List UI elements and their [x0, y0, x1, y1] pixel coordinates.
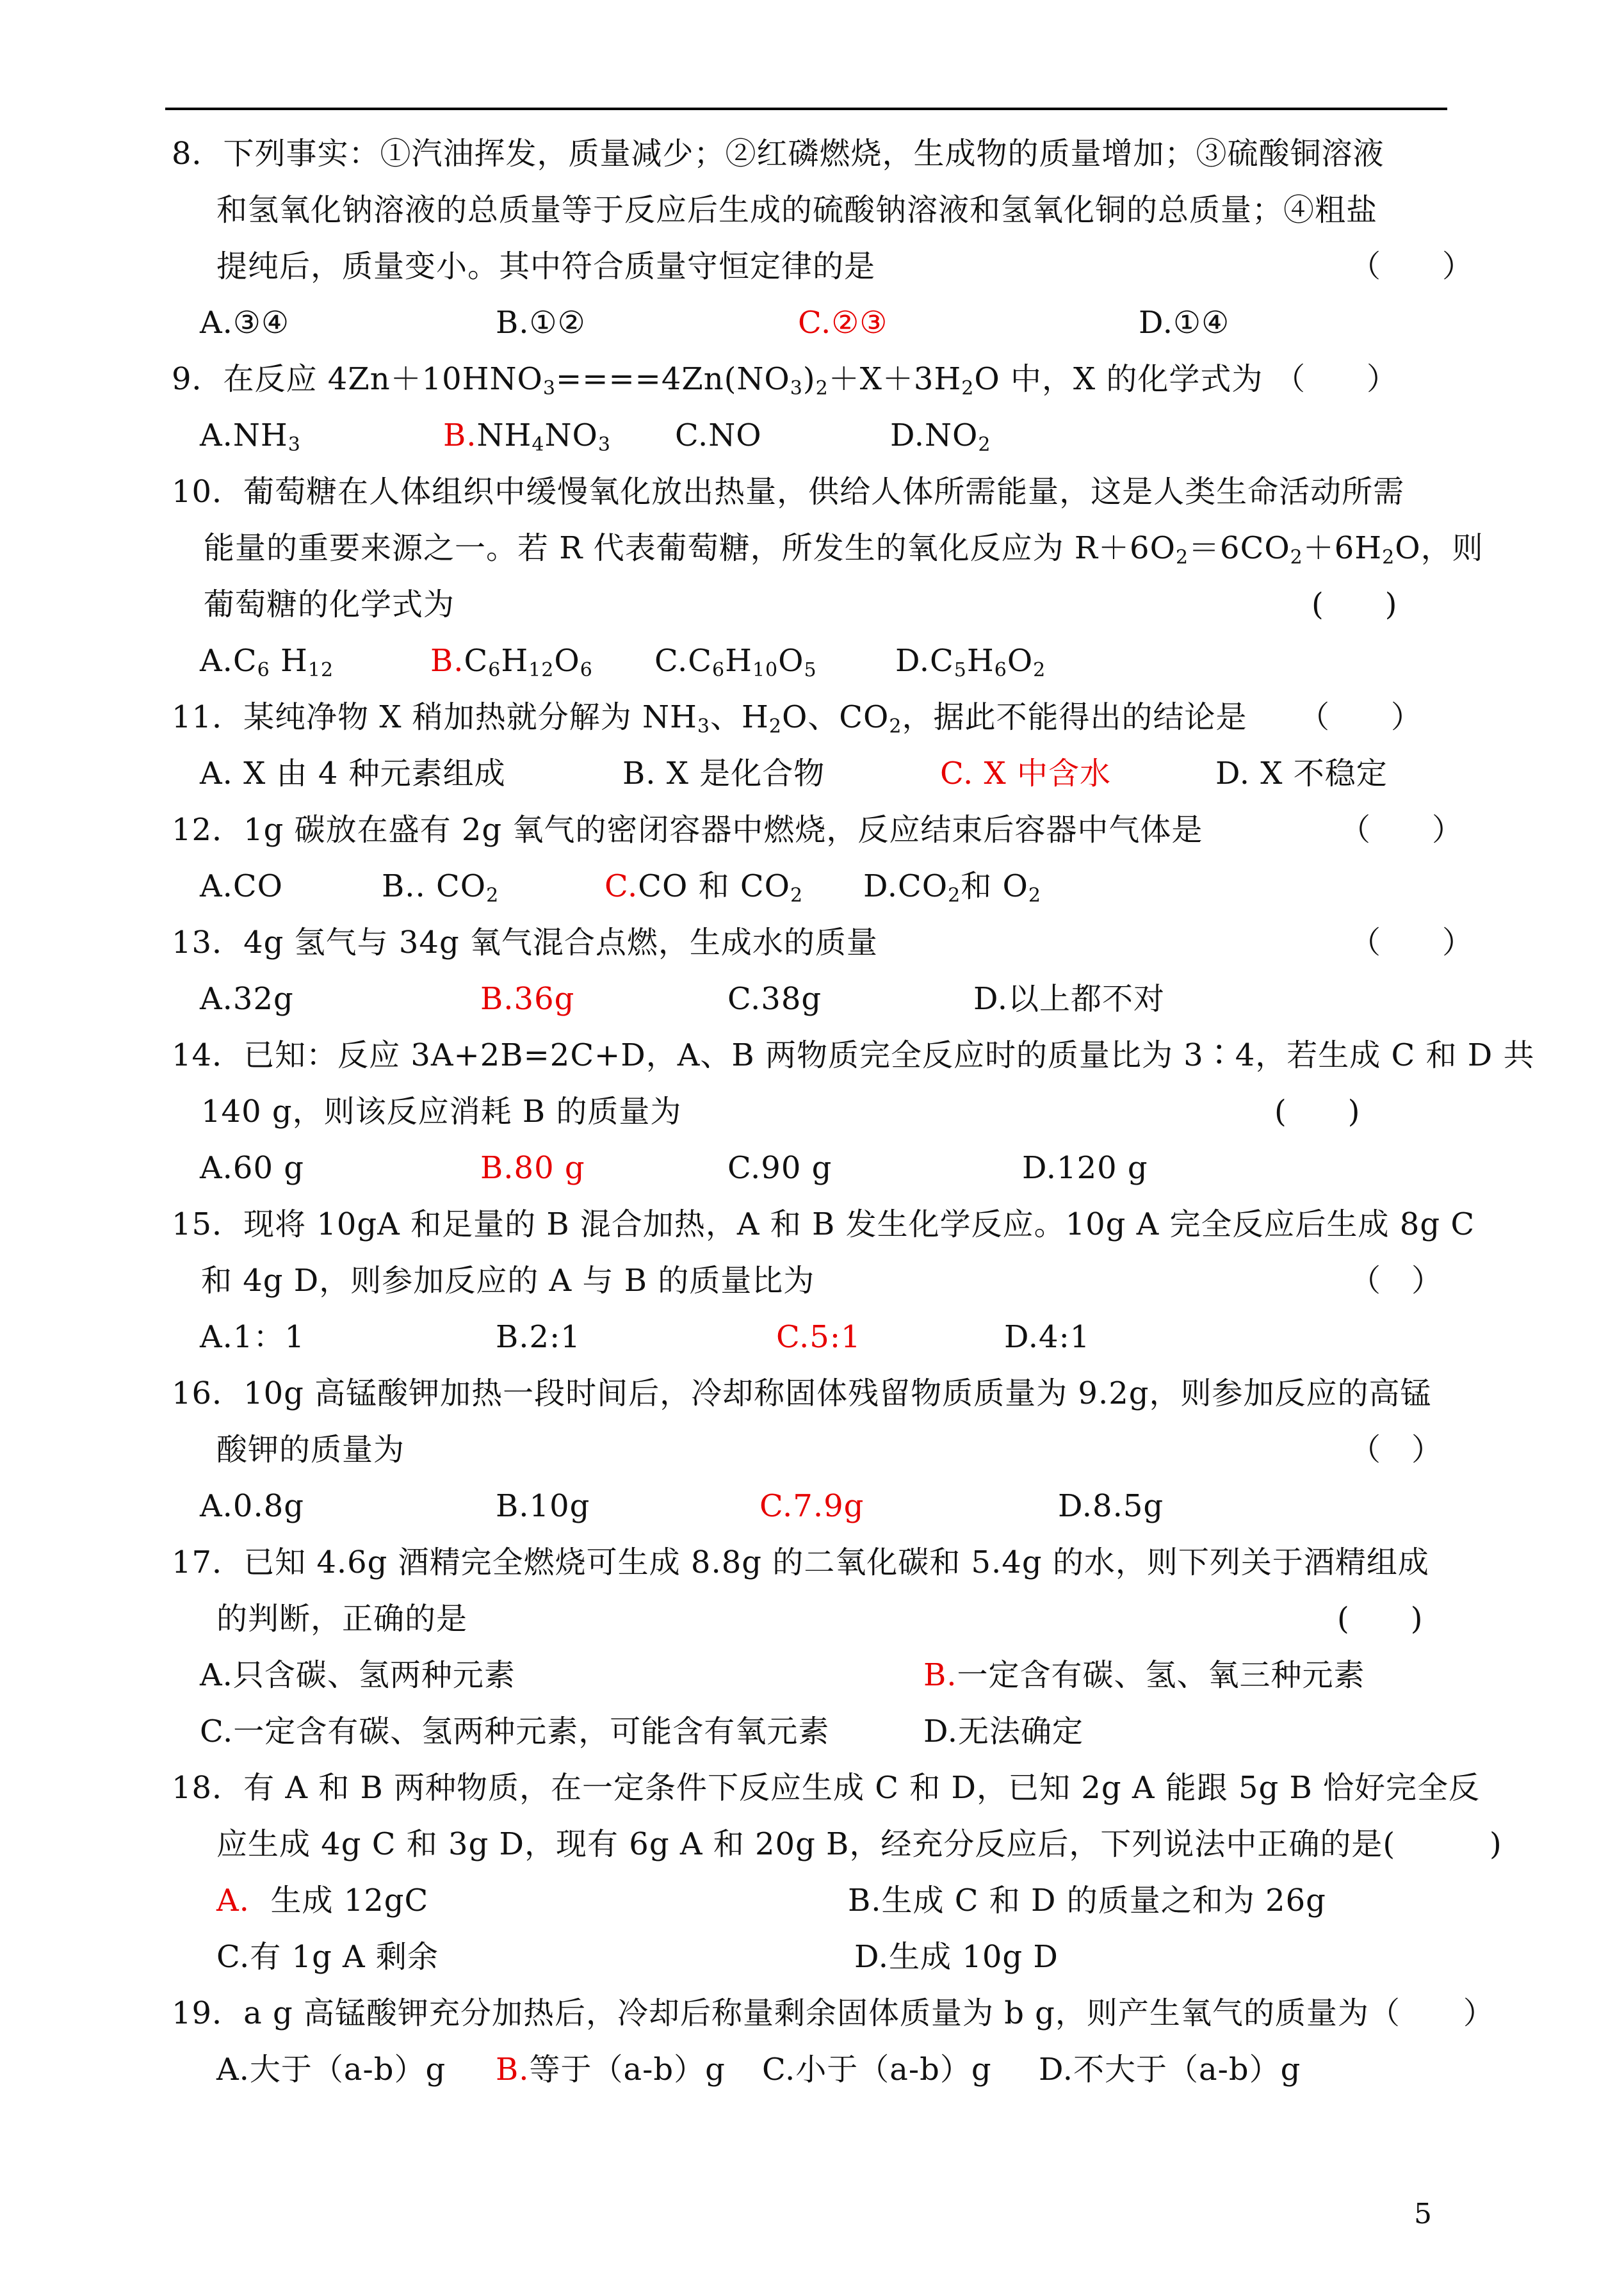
q11-options	[200, 754, 1388, 793]
q17-line-1: 17．已知 4.6g 酒精完全燃烧可生成 8.8g 的二氧化碳和 5.4g 的水，则下列关于酒精组成	[172, 1545, 1429, 1580]
q16-line-1: 16．10g 高锰酸钾加热一段时间后，冷却称固体残留物质质量为 9.2g，则参加反应的高锰	[172, 1375, 1432, 1411]
q11-answer-paren: （ ）	[1299, 699, 1422, 735]
q15-line-2: 和 4g D，则参加反应的 A 与 B 的质量比为	[201, 1263, 815, 1299]
q10-line-2: 能量的重要来源之一。若 R 代表葡萄糖，所发生的氧化反应为 $R+6O_2=6CO_2+6H_2O$，则	[204, 530, 1484, 569]
q11-option-b: B. X 是化合物	[622, 756, 825, 791]
q8-option-c: C.②③	[798, 305, 888, 341]
q14-line-2: 140 g，则该反应消耗 B 的质量为	[201, 1094, 682, 1130]
q12-option-d: $D.CO_2$和 $O_2$	[863, 868, 1041, 907]
q16-line-2: 酸钾的质量为	[216, 1432, 405, 1468]
q16-answer-paren: （ ）	[1350, 1432, 1443, 1468]
q14-option-c: C.90 g	[727, 1150, 832, 1186]
q13-option-b: B.36g	[480, 981, 575, 1017]
q11-option-a: A. X 由 4 种元素组成	[200, 756, 506, 791]
q12-option-b: B.. $CO_2$	[382, 868, 499, 907]
q13-option-a: A.32g	[200, 981, 294, 1017]
q10-answer-paren: ( )	[1311, 587, 1397, 622]
q12-stem: 12．1g 碳放在盛有 2g 氧气的密闭容器中燃烧，反应结束后容器中气体是	[172, 812, 1203, 848]
q10-option-a: $A.C_6$ $H_{12}$	[200, 643, 334, 681]
q15-option-c: C.5:1	[776, 1319, 861, 1355]
q13-option-c: C.38g	[727, 981, 822, 1017]
q18-option-a: A. 生成 12gC	[216, 1883, 429, 1918]
q14-answer-paren: ( )	[1274, 1094, 1360, 1130]
q17-answer-paren: ( )	[1337, 1601, 1423, 1637]
q18-option-d: D.生成 10g D	[854, 1939, 1059, 1975]
q11-option-c: C. X 中含水	[940, 756, 1111, 791]
q8-option-a: A.③④	[200, 305, 289, 341]
q16-option-b: B.10g	[496, 1488, 590, 1524]
q17-option-d: D.无法确定	[923, 1714, 1084, 1749]
q13-option-d: D.以上都不对	[973, 981, 1165, 1017]
q10-option-b: $B.C_6H_{12}O_6$	[430, 643, 593, 681]
q18-options-row-1	[216, 1881, 1326, 1920]
q17-options-row-2	[200, 1712, 1084, 1751]
q10-line-3: 葡萄糖的化学式为	[204, 587, 455, 622]
header-rule	[165, 108, 1447, 110]
q16-option-d: D.8.5g	[1058, 1488, 1164, 1524]
q9-option-b: $B.NH_4NO_3$	[443, 418, 611, 456]
q19-option-b: B.等于（a-b）g	[496, 2052, 726, 2088]
q10-line-1: 10．葡萄糖在人体组织中缓慢氧化放出热量，供给人体所需能量，这是人类生命活动所需	[172, 474, 1405, 510]
q13-answer-paren: （ ）	[1350, 925, 1474, 961]
q8-answer-paren: （ ）	[1350, 248, 1474, 284]
q19-line-1: 19．a g 高锰酸钾充分加热后，冷却后称量剩余固体质量为 b g，则产生氧气的质量为（ ）	[172, 1995, 1495, 2031]
q15-line-1: 15．现将 10gA 和足量的 B 混合加热，A 和 B 发生化学反应。10g A 完全反应后生成 8g C	[172, 1206, 1475, 1242]
q9-option-d: $D.NO_2$	[890, 418, 991, 456]
q14-option-a: A.60 g	[200, 1150, 304, 1186]
q14-options	[200, 1149, 1148, 1187]
q18-line-2: 应生成 4g C 和 3g D，现有 6g A 和 20g B，经充分反应后，下列说法中正确的是( )	[216, 1826, 1502, 1862]
q15-option-a: A.1：1	[200, 1319, 305, 1355]
q9-options	[200, 416, 991, 456]
q8-option-b: B.①②	[496, 305, 586, 341]
q19-option-d: D.不大于（a-b）g	[1039, 2052, 1301, 2088]
q10-options	[200, 642, 1046, 681]
q16-options	[200, 1487, 1164, 1525]
q14-option-b: B.80 g	[480, 1150, 585, 1186]
q15-answer-paren: （ ）	[1350, 1263, 1443, 1299]
q16-option-c: C.7.9g	[759, 1488, 865, 1524]
q12-options	[200, 867, 1041, 907]
q18-option-b: B.生成 C 和 D 的质量之和为 26g	[848, 1883, 1326, 1918]
q11-stem: 11．某纯净物 X 稍加热就分解为 $NH_3$、$H_2O$、$CO_2$，据此不能得出的结论是	[172, 699, 1247, 738]
q13-options	[200, 980, 1165, 1018]
q8-line-3: 提纯后，质量变小。其中符合质量守恒定律的是	[216, 248, 876, 284]
q19-option-a: A.大于（a-b）g	[216, 2052, 446, 2088]
q9-stem: 9．在反应 $4Zn+10HNO_3====4Zn(NO_3)_2+X+3H_2O$ 中，X 的化学式为	[172, 361, 1263, 400]
q8-option-d: D.①④	[1139, 305, 1230, 341]
q10-option-c: $C.C_6H_{10}O_5$	[654, 643, 817, 681]
q17-options-row-1	[200, 1656, 1365, 1694]
q13-stem: 13．4g 氢气与 34g 氧气混合点燃，生成水的质量	[172, 925, 878, 961]
q16-option-a: A.0.8g	[200, 1488, 304, 1524]
q17-option-c: C.一定含有碳、氢两种元素，可能含有氧元素	[200, 1714, 830, 1749]
q17-line-2: 的判断，正确的是	[216, 1601, 468, 1637]
q9-option-c: C.NO	[675, 418, 762, 453]
q19-options	[216, 2050, 1301, 2089]
q9-answer-paren: （ ）	[1274, 361, 1398, 397]
q14-line-1: 14．已知：反应 3A+2B=2C+D，A、B 两物质完全反应时的质量比为 3∶4，若生成 C 和 D 共	[172, 1037, 1535, 1073]
q9-option-a: $A.NH_3$	[200, 418, 301, 456]
q18-option-c: C.有 1g A 剩余	[216, 1939, 439, 1975]
q17-option-b: B.一定含有碳、氢、氧三种元素	[923, 1657, 1365, 1693]
q18-line-1: 18．有 A 和 B 两种物质，在一定条件下反应生成 C 和 D，已知 2g A 能跟 5g B 恰好完全反	[172, 1770, 1481, 1806]
q17-option-a: A.只含碳、氢两种元素	[200, 1657, 516, 1693]
q15-options	[200, 1318, 1091, 1356]
q15-option-b: B.2:1	[496, 1319, 581, 1355]
q8-options	[200, 304, 1230, 342]
q14-option-d: D.120 g	[1022, 1150, 1148, 1186]
q8-line-1: 8．下列事实：①汽油挥发，质量减少；②红磷燃烧，生成物的质量增加；③硫酸铜溶液	[172, 136, 1384, 172]
q10-option-d: $D.C_5H_6O_2$	[895, 643, 1046, 681]
q11-option-d: D. X 不稳定	[1215, 756, 1388, 791]
q18-options-row-2	[216, 1938, 1059, 1976]
page-number: 5	[1414, 2198, 1432, 2230]
q12-answer-paren: （ ）	[1340, 812, 1463, 848]
q12-option-a: A.CO	[200, 868, 283, 904]
q8-line-2: 和氢氧化钠溶液的总质量等于反应后生成的硫酸钠溶液和氢氧化铜的总质量；④粗盐	[216, 192, 1378, 228]
q15-option-d: D.4:1	[1004, 1319, 1091, 1355]
q19-option-c: C.小于（a-b）g	[762, 2052, 992, 2088]
q12-option-c: C.CO 和 $CO_2$	[605, 868, 804, 907]
